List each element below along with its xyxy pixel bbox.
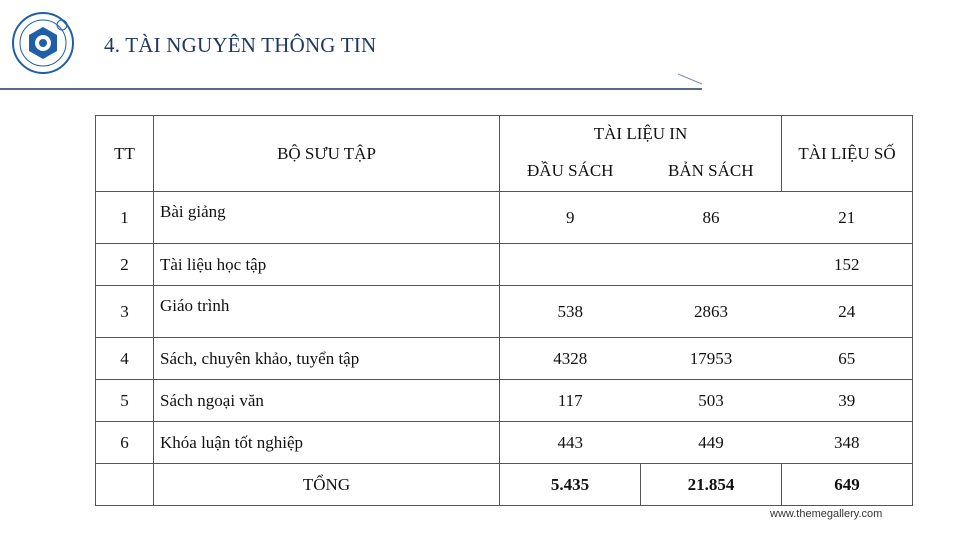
row-copies: 17953 [641, 338, 782, 380]
row-titles: 117 [500, 380, 641, 422]
row-digital: 65 [782, 338, 913, 380]
row-tt: 3 [96, 286, 154, 338]
row-name: Giáo trình [154, 286, 500, 338]
row-titles: 538 [500, 286, 641, 338]
header-digital: TÀI LIỆU SỐ [782, 116, 913, 192]
row-digital: 152 [782, 244, 913, 286]
total-tt-empty [96, 464, 154, 506]
table-row [96, 286, 913, 338]
row-name: Sách ngoại văn [154, 380, 500, 422]
row-titles: 443 [500, 422, 641, 464]
row-name: Khóa luận tốt nghiệp [154, 422, 500, 464]
header-tt: TT [96, 116, 154, 192]
row-digital: 348 [782, 422, 913, 464]
title-underline [0, 70, 705, 92]
footer-website: www.themegallery.com [770, 508, 883, 520]
resources-table [95, 115, 913, 506]
row-titles: 9 [500, 192, 641, 244]
row-name: Tài liệu học tập [154, 244, 500, 286]
row-tt: 2 [96, 244, 154, 286]
table-row [96, 422, 913, 464]
header-titles: ĐẦU SÁCH [500, 151, 641, 192]
row-copies: 86 [641, 192, 782, 244]
row-titles: 4328 [500, 338, 641, 380]
table-row [96, 380, 913, 422]
table-row [96, 244, 913, 286]
row-tt: 6 [96, 422, 154, 464]
total-row [96, 464, 913, 506]
row-copies [641, 244, 782, 286]
row-name: Bài giảng [154, 192, 500, 244]
row-copies: 2863 [641, 286, 782, 338]
row-tt: 5 [96, 380, 154, 422]
total-titles: 5.435 [500, 464, 641, 506]
row-titles [500, 244, 641, 286]
row-copies: 449 [641, 422, 782, 464]
row-name: Sách, chuyên khảo, tuyển tập [154, 338, 500, 380]
total-copies: 21.854 [641, 464, 782, 506]
row-tt: 1 [96, 192, 154, 244]
slide-title: 4. TÀI NGUYÊN THÔNG TIN [104, 33, 377, 57]
header-copies: BẢN SÁCH [641, 151, 782, 192]
total-digital: 649 [782, 464, 913, 506]
row-tt: 4 [96, 338, 154, 380]
total-label: TỔNG [154, 464, 500, 506]
row-digital: 24 [782, 286, 913, 338]
header-collection: BỘ SƯU TẬP [154, 116, 500, 192]
row-digital: 21 [782, 192, 913, 244]
table-row [96, 338, 913, 380]
row-digital: 39 [782, 380, 913, 422]
table-row [96, 192, 913, 244]
university-logo [10, 8, 76, 78]
header-print-group: TÀI LIỆU IN [500, 116, 782, 152]
row-copies: 503 [641, 380, 782, 422]
